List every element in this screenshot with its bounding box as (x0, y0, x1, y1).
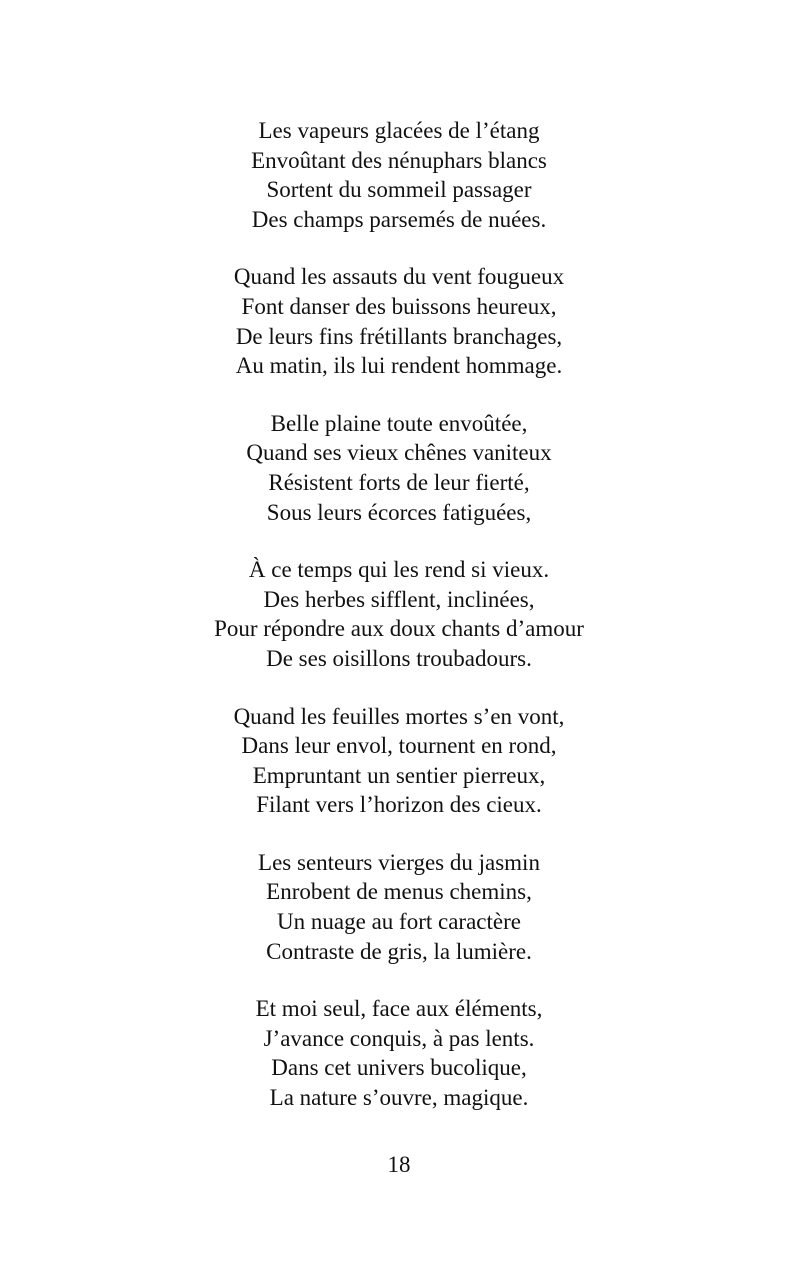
poem-line: Et moi seul, face aux éléments, (255, 996, 543, 1022)
stanza (0, 555, 798, 673)
poem-line: La nature s’ouvre, magique. (269, 1085, 529, 1111)
poem-line: Dans leur envol, tournent en rond, (241, 733, 557, 759)
poem-line: Pour répondre aux doux chants d’amour (214, 616, 584, 642)
poem-line: Sortent du sommeil passager (266, 177, 532, 203)
poem-line: De leurs fins frétillants branchages, (235, 323, 563, 349)
poem-line: Quand ses vieux chênes vaniteux (246, 440, 552, 466)
poem-line: Quand les assauts du vent fougueux (233, 264, 565, 290)
poem-line: Empruntant un sentier pierreux, (252, 762, 546, 788)
page-number: 18 (387, 1152, 411, 1177)
poem (0, 116, 798, 1141)
poem-line: Sous leurs écorces fatiguées, (266, 499, 532, 525)
poem-line: Quand les feuilles mortes s’en vont, (233, 703, 565, 729)
poem-line: Des herbes sifflent, inclinées, (263, 586, 535, 612)
poem-line: Les vapeurs glacées de l’étang (258, 118, 540, 143)
stanza (0, 116, 798, 234)
stanza (0, 262, 798, 380)
poem-line: Belle plaine toute envoûtée, (270, 410, 528, 436)
poem-line: De ses oisillons troubadours. (266, 645, 532, 671)
poem-line: Enrobent de menus chemins, (266, 879, 532, 905)
poem-line: Contraste de gris, la lumière. (266, 938, 532, 964)
poem-line: Font danser des buissons heureux, (241, 293, 557, 319)
stanza (0, 702, 798, 820)
poem-line: Dans cet univers bucolique, (271, 1055, 527, 1081)
poem-line: Filant vers l’horizon des cieux. (256, 792, 542, 818)
stanza (0, 994, 798, 1112)
poem-line: À ce temps qui les rend si vieux. (248, 557, 550, 583)
stanza (0, 409, 798, 527)
poem-line: Au matin, ils lui rendent hommage. (235, 353, 563, 379)
poem-line: Les senteurs vierges du jasmin (258, 849, 540, 875)
poem-line: J’avance conquis, à pas lents. (263, 1025, 535, 1051)
poem-line: Résistent forts de leur fierté, (268, 469, 530, 495)
stanza (0, 848, 798, 966)
poem-line: Des champs parsemés de nuées. (251, 206, 547, 232)
poem-line: Envoûtant des nénuphars blancs (251, 147, 547, 173)
poem-line: Un nuage au fort caractère (277, 909, 521, 935)
